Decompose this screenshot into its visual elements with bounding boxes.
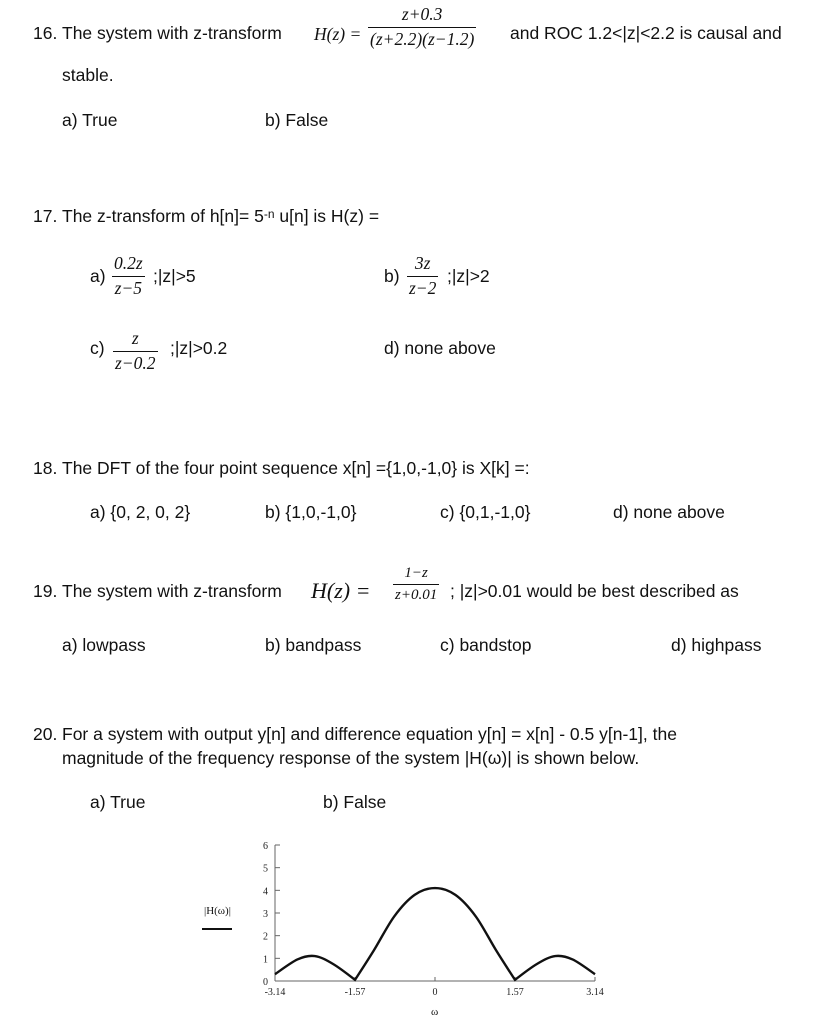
q18-number: 18. [33, 458, 58, 478]
q19-option-c[interactable]: c) bandstop [440, 635, 532, 655]
q17-c-den: z−0.2 [115, 352, 156, 373]
q19-text-after: ; |z|>0.01 would be best described as [450, 581, 739, 601]
q19-hz: H(z) = [311, 578, 371, 603]
q20-option-a[interactable]: a) True [90, 792, 146, 812]
q20-line1: For a system with output y[n] and difference equation y[n] = x[n] - 0.5 y[n-1], the [62, 724, 677, 744]
q16-fraction [368, 6, 476, 48]
q17-c-fraction [113, 330, 158, 372]
q17-c-label[interactable]: c) [90, 338, 105, 358]
q17-number: 17. [33, 206, 58, 226]
q17-b-roc: ;|z|>2 [447, 266, 490, 286]
q17-a-label[interactable]: a) [90, 266, 106, 286]
chart-y-tick-label: 2 [263, 931, 268, 943]
chart-y-tick-label: 5 [263, 863, 268, 875]
q17-c-roc: ;|z|>0.2 [170, 338, 228, 358]
chart-xlabel: ω [431, 1006, 439, 1018]
q17-a-den: z−5 [114, 277, 143, 298]
q19-option-a[interactable]: a) lowpass [62, 635, 146, 655]
q16-option-b[interactable]: b) False [265, 110, 329, 130]
q19-number: 19. [33, 581, 58, 601]
chart-x-tick-label: -3.14 [264, 987, 286, 998]
chart-y-tick-label: 3 [263, 909, 268, 920]
chart-y-tick-label: 4 [263, 886, 268, 898]
q19-text-before: The system with z-transform [62, 581, 282, 601]
chart-series-line [275, 888, 595, 980]
q17-a-num: 0.2z [114, 253, 143, 273]
q16-fraction-bar [368, 27, 476, 28]
q19-numerator: 1−z [404, 565, 428, 581]
chart-x-tick-label: 3.14 [586, 987, 604, 998]
q16-hz-lhs: H(z) = [314, 24, 362, 44]
q19-option-d[interactable]: d) highpass [671, 635, 762, 655]
q17-b-fraction [407, 255, 438, 297]
chart-x-tick-label: 0 [432, 987, 438, 998]
q20-number: 20. [33, 724, 58, 744]
chart-y-tick-label: 6 [263, 841, 268, 852]
chart-ylabel-underline [202, 928, 232, 930]
q18-option-b[interactable]: b) {1,0,-1,0} [265, 502, 357, 522]
q17-b-den: z−2 [409, 277, 437, 298]
q17-b-num: 3z [414, 253, 431, 273]
q16-text-line2: stable. [62, 65, 114, 85]
q17-text [62, 208, 379, 226]
q19-fraction [393, 566, 439, 603]
chart-ylabel: |H(ω)| [204, 905, 231, 917]
q17-text-main: The z-transform of h[n]= 5 [62, 206, 264, 226]
q16-denominator: (z+2.2)(z−1.2) [370, 28, 475, 49]
q19-option-b[interactable]: b) bandpass [265, 635, 362, 655]
q17-b-label[interactable]: b) [384, 266, 400, 286]
q17-a-fraction [112, 255, 145, 297]
q20-option-b[interactable]: b) False [323, 792, 387, 812]
q18-option-c[interactable]: c) {0,1,-1,0} [440, 502, 531, 522]
q16-number: 16. [33, 23, 58, 43]
chart-y-tick-label: 1 [263, 954, 268, 966]
q17-a-bar [112, 276, 145, 277]
q18-option-a[interactable]: a) {0, 2, 0, 2} [90, 502, 191, 522]
chart-x-tick-label: 1.57 [506, 987, 524, 998]
q17-a-roc: ;|z|>5 [153, 266, 196, 286]
q19-fraction-bar [393, 584, 439, 585]
q18-option-d[interactable]: d) none above [613, 502, 725, 522]
q17-c-bar [113, 351, 158, 352]
q17-exponent: -n [263, 207, 275, 221]
q19-denominator: z+0.01 [395, 587, 438, 603]
q17-b-bar [407, 276, 438, 277]
chart-y-tick-label: 0 [263, 977, 268, 988]
q17-option-d[interactable]: d) none above [384, 338, 496, 358]
q18-text: The DFT of the four point sequence x[n] ={1,0,-1,0} is X[k] =: [62, 458, 530, 478]
q16-text-after: and ROC 1.2<|z|<2.2 is causal and [510, 23, 782, 43]
q20-line2: magnitude of the frequency response of the system |H(ω)| is shown below. [62, 748, 640, 768]
q17-c-num: z [131, 328, 139, 348]
q17-text-tail: u[n] is H(z) = [274, 206, 380, 226]
q16-numerator: z+0.3 [401, 4, 443, 24]
q16-text-before: The system with z-transform [62, 23, 282, 43]
q16-option-a[interactable]: a) True [62, 110, 118, 130]
chart-x-tick-label: -1.57 [344, 987, 366, 998]
